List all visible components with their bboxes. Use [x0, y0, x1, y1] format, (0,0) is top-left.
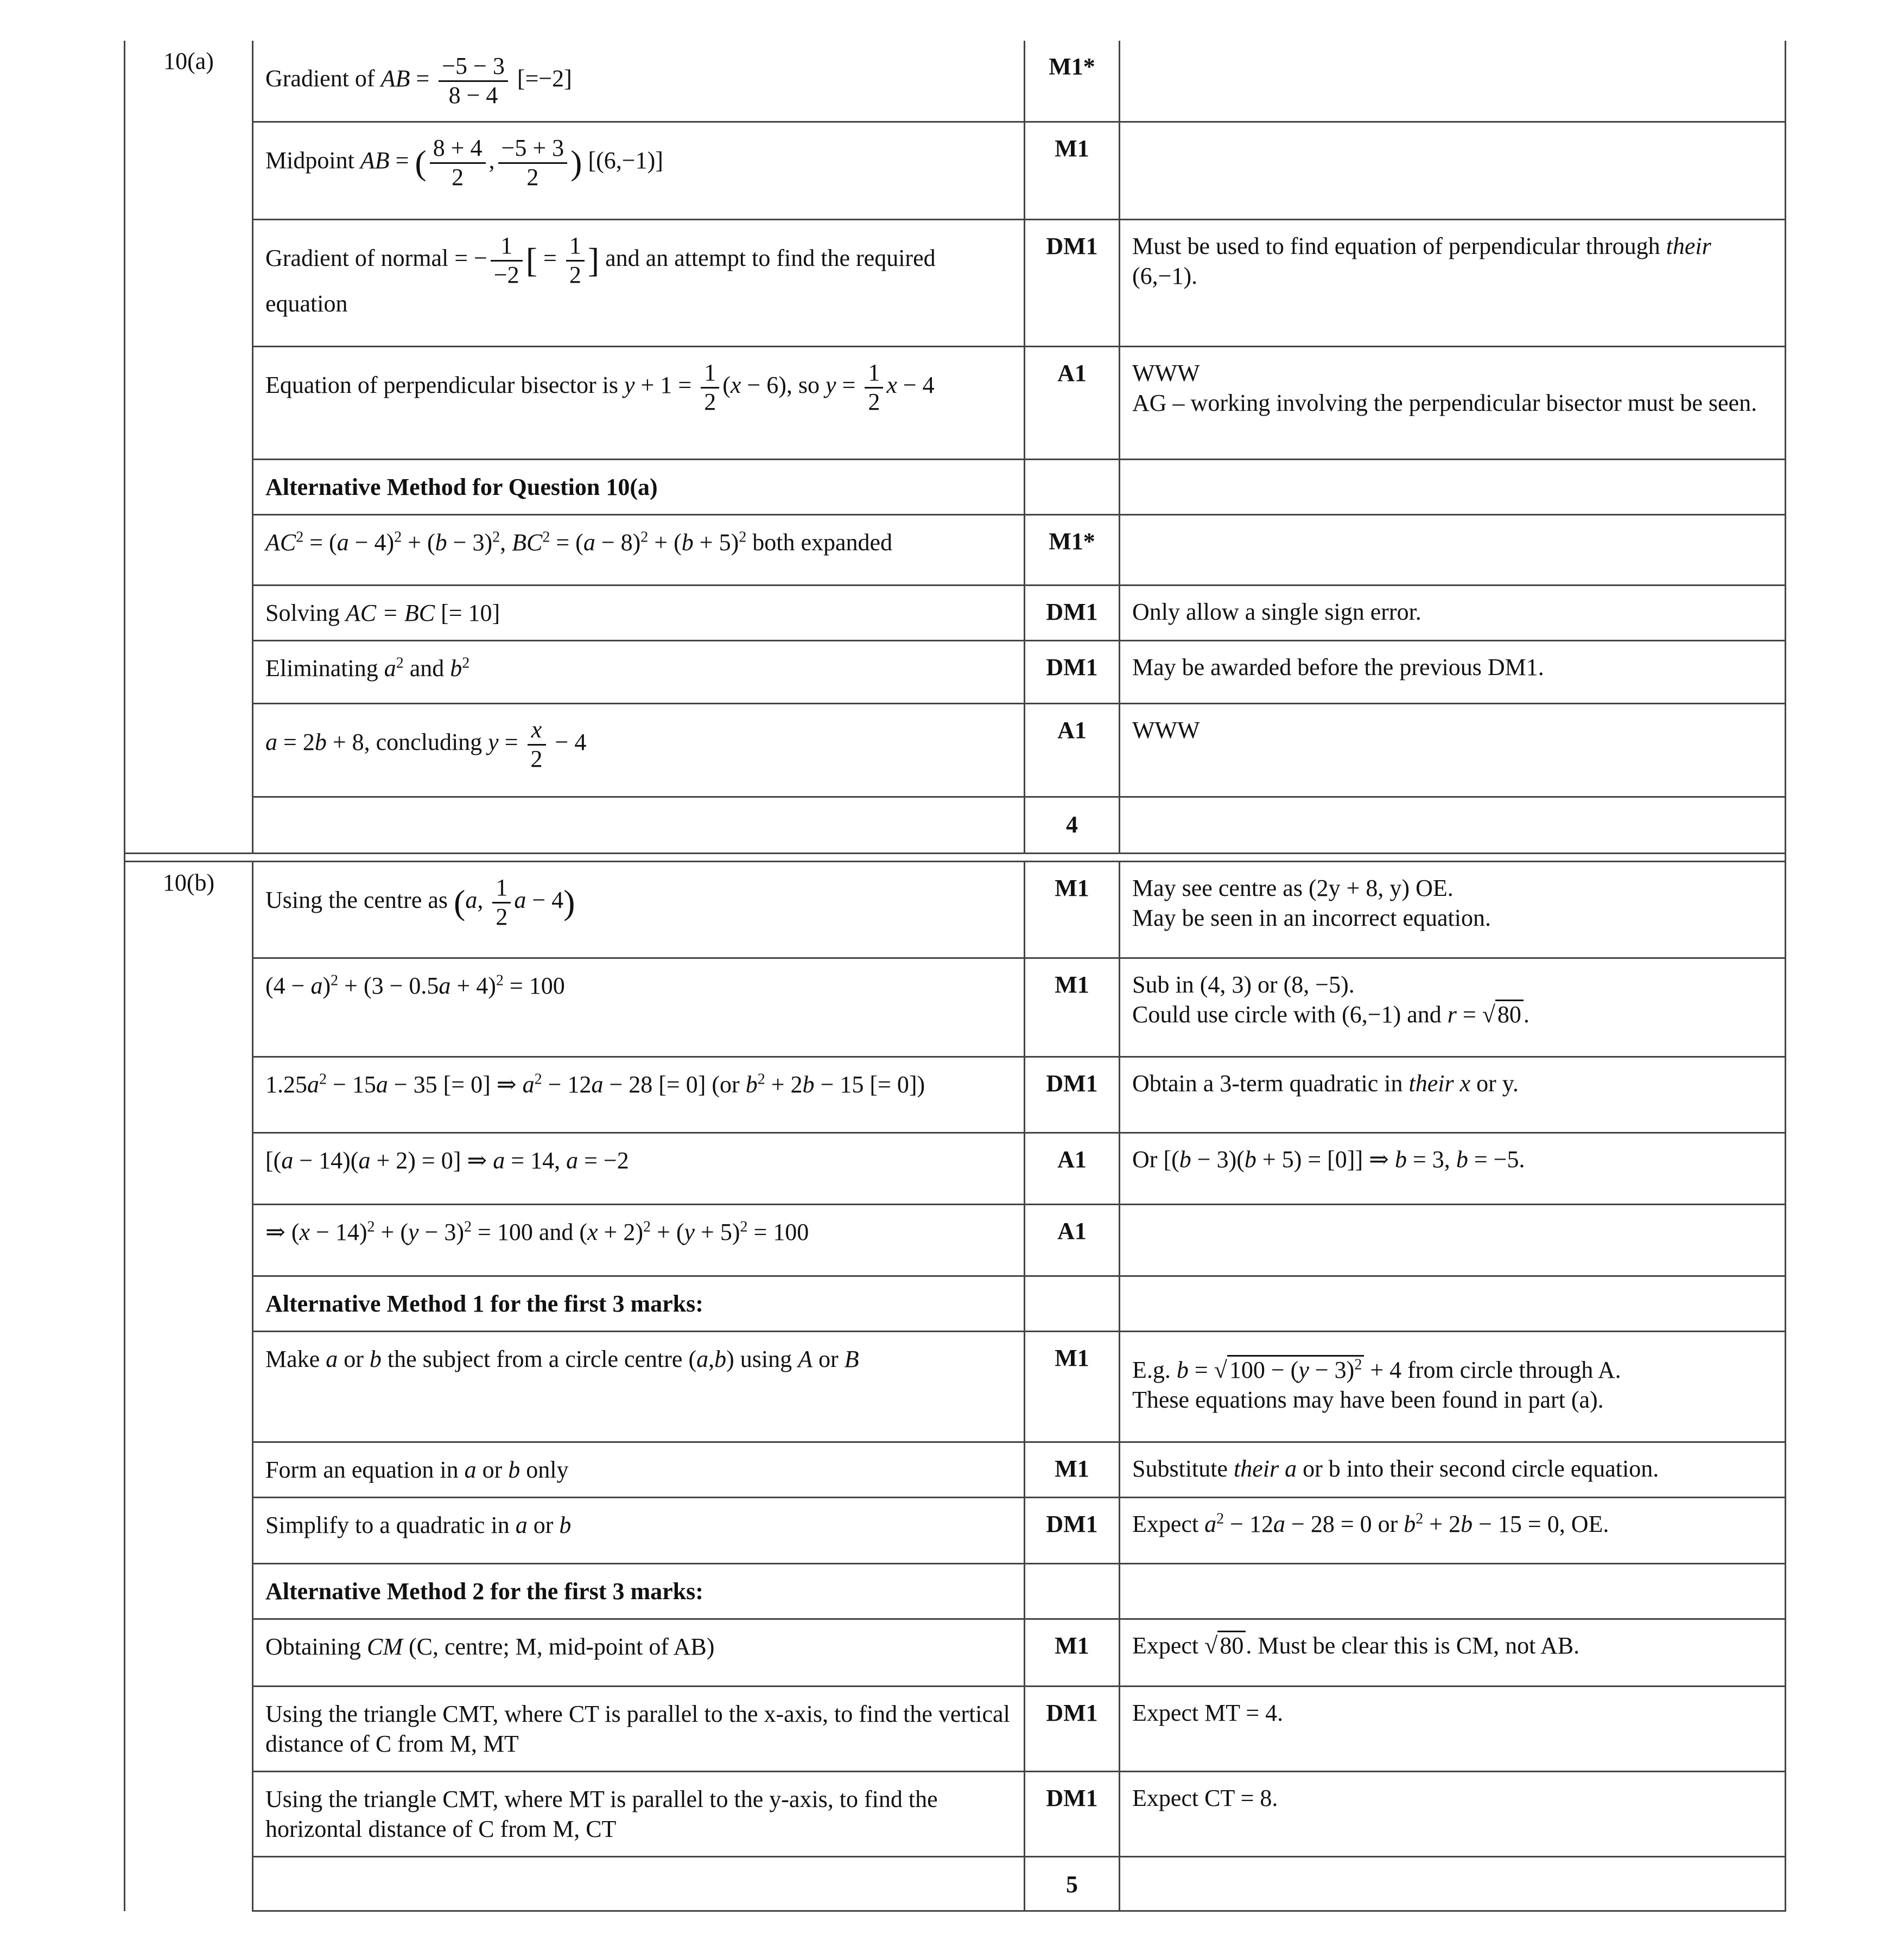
table-row: [125, 515, 1786, 586]
mark-cell: DM1: [1025, 1772, 1120, 1857]
answer-cell: [253, 1857, 1025, 1911]
alternative-method-heading: Alternative Method 1 for the first 3 marks:: [253, 1276, 1025, 1332]
mark-cell: M1: [1025, 1619, 1120, 1687]
answer-cell: Make a or b the subject from a circle centre (a,b) using A or B: [253, 1332, 1025, 1442]
guidance-cell: WWW: [1120, 704, 1786, 797]
guidance-cell: [1120, 1205, 1786, 1276]
answer-cell: a = 2b + 8, concluding y = $\frac{x}{2}$ − 4: [253, 704, 1025, 797]
guidance-cell: [1120, 1276, 1786, 1332]
section-divider: [125, 854, 1786, 862]
guidance-cell: E.g. $b = √100 - (y - 3)^2 + 4$ from circle through A. These equations may have been found in part (a).: [1120, 1332, 1786, 1442]
table-row: [125, 1772, 1786, 1857]
table-row: [125, 862, 1786, 958]
total-marks: 4: [1025, 797, 1120, 854]
guidance-cell: Expect MT = 4.: [1120, 1687, 1786, 1772]
table-row: [125, 1057, 1786, 1133]
mark-cell: M1*: [1025, 515, 1120, 586]
alternative-method-heading: Alternative Method 2 for the first 3 marks:: [253, 1564, 1025, 1619]
guidance-cell: [1120, 797, 1786, 854]
guidance-cell: [1120, 41, 1786, 122]
guidance-cell: [1120, 515, 1786, 586]
table-row: [125, 122, 1786, 220]
table-row: [125, 1442, 1786, 1498]
guidance-cell: [1120, 1857, 1786, 1911]
guidance-cell: Substitute their a or b into their second circle equation.: [1120, 1442, 1786, 1498]
answer-cell: Eliminating $a^2$ and $b^2$: [253, 641, 1025, 704]
table-row: [125, 220, 1786, 347]
mark-cell: DM1: [1025, 1057, 1120, 1133]
mark-cell: M1: [1025, 862, 1120, 958]
guidance-cell: Must be used to find equation of perpendicular through their (6,−1).: [1120, 220, 1786, 347]
table-row: [125, 797, 1786, 854]
answer-cell: Using the triangle CMT, where MT is parallel to the y-axis, to find the horizontal distance of C from M, CT: [253, 1772, 1025, 1857]
answer-cell: Solving AC = BC [= 10]: [253, 586, 1025, 641]
answer-cell: [253, 797, 1025, 854]
question-number: 10(a): [125, 41, 253, 854]
table-row: [125, 1564, 1786, 1619]
guidance-cell: Sub in (4, 3) or (8, −5). Could use circle with (6,−1) and r = √80.: [1120, 958, 1786, 1057]
guidance-cell: [1120, 122, 1786, 220]
guidance-cell: [1120, 460, 1786, 515]
table-row: [125, 1133, 1786, 1205]
table-row: [125, 704, 1786, 797]
mark-cell: M1: [1025, 958, 1120, 1057]
table-row: [125, 1687, 1786, 1772]
table-row: [125, 586, 1786, 641]
total-marks: 5: [1025, 1857, 1120, 1911]
mark-cell: DM1: [1025, 1498, 1120, 1564]
guidance-cell: Expect CT = 8.: [1120, 1772, 1786, 1857]
guidance-cell: Only allow a single sign error.: [1120, 586, 1786, 641]
table-row: [125, 958, 1786, 1057]
mark-scheme-table: [124, 41, 1786, 1912]
answer-cell: Using the centre as (a, $\frac{1}{2}$ a − 4): [253, 862, 1025, 958]
table-row: [125, 641, 1786, 704]
answer-cell: Simplify to a quadratic in a or b: [253, 1498, 1025, 1564]
mark-cell: [1025, 460, 1120, 515]
answer-cell: $(4 - a)^2 + (3 - 0.5a + 4)^2 = 100$: [253, 958, 1025, 1057]
answer-cell: [(a − 14)(a + 2) = 0] ⇒ a = 14, a = −2: [253, 1133, 1025, 1205]
answer-cell: Gradient of AB = $\frac{-5 - 3}{8 - 4}$ [=−2]: [253, 41, 1025, 122]
mark-cell: A1: [1025, 1133, 1120, 1205]
answer-cell: Obtaining CM (C, centre; M, mid-point of AB): [253, 1619, 1025, 1687]
answer-cell: $AC^2 = (a - 4)^2 + (b - 3)^2$, $BC^2 = (a - 8)^2 + (b + 5)^2$ both expanded: [253, 515, 1025, 586]
table-row: [125, 1498, 1786, 1564]
guidance-cell: Obtain a 3-term quadratic in their x or y.: [1120, 1057, 1786, 1133]
guidance-cell: [1120, 1564, 1786, 1619]
mark-cell: A1: [1025, 704, 1120, 797]
guidance-cell: WWW AG – working involving the perpendicular bisector must be seen.: [1120, 347, 1786, 460]
mark-cell: DM1: [1025, 586, 1120, 641]
mark-cell: [1025, 1276, 1120, 1332]
guidance-cell: Expect √80. Must be clear this is CM, not AB.: [1120, 1619, 1786, 1687]
table-row: [125, 1276, 1786, 1332]
question-number: 10(b): [125, 862, 253, 1911]
guidance-cell: May see centre as (2y + 8, y) OE. May be seen in an incorrect equation.: [1120, 862, 1786, 958]
mark-cell: M1: [1025, 1332, 1120, 1442]
table-row: [125, 41, 1786, 122]
table-row: [125, 460, 1786, 515]
alternative-method-heading: Alternative Method for Question 10(a): [253, 460, 1025, 515]
mark-cell: M1*: [1025, 41, 1120, 122]
answer-cell: $1.25a^2 - 15a - 35$ [= 0] ⇒ $a^2 - 12a - 28$ [= 0] (or $b^2 + 2b - 15$ [= 0]): [253, 1057, 1025, 1133]
mark-cell: DM1: [1025, 1687, 1120, 1772]
table-row: [125, 1619, 1786, 1687]
table-row: [125, 1332, 1786, 1442]
answer-cell: Gradient of normal = − $\frac{1}{-2}$ [ = $\frac{1}{2}$ ] and an attempt to find the required equation: [253, 220, 1025, 347]
guidance-cell: Expect $a^2 - 12a - 28 = 0$ or $b^2 + 2b - 15 = 0$, OE.: [1120, 1498, 1786, 1564]
mark-cell: DM1: [1025, 220, 1120, 347]
mark-cell: A1: [1025, 1205, 1120, 1276]
answer-cell: Midpoint AB = ( $\frac{8 + 4}{2}$ , $\frac{-5 + 3}{2}$ ) [(6,−1)]: [253, 122, 1025, 220]
mark-cell: DM1: [1025, 641, 1120, 704]
answer-cell: Form an equation in a or b only: [253, 1442, 1025, 1498]
mark-cell: [1025, 1564, 1120, 1619]
mark-cell: M1: [1025, 1442, 1120, 1498]
answer-cell: Using the triangle CMT, where CT is parallel to the x-axis, to find the vertical distance of C from M, MT: [253, 1687, 1025, 1772]
answer-cell: ⇒ $(x - 14)^2 + (y - 3)^2 = 100$ and $(x + 2)^2 + (y + 5)^2 = 100$: [253, 1205, 1025, 1276]
mark-cell: M1: [1025, 122, 1120, 220]
guidance-cell: May be awarded before the previous DM1.: [1120, 641, 1786, 704]
guidance-cell: Or [(b − 3)(b + 5) = [0]] ⇒ b = 3, b = −5.: [1120, 1133, 1786, 1205]
table-row: [125, 347, 1786, 460]
mark-scheme-sheet: [124, 41, 1785, 1912]
answer-cell: Equation of perpendicular bisector is y + 1 = $\frac{1}{2}$ (x − 6), so y = $\frac{1}{2}$ x − 4: [253, 347, 1025, 460]
mark-cell: A1: [1025, 347, 1120, 460]
table-row: [125, 1857, 1786, 1911]
table-row: [125, 1205, 1786, 1276]
